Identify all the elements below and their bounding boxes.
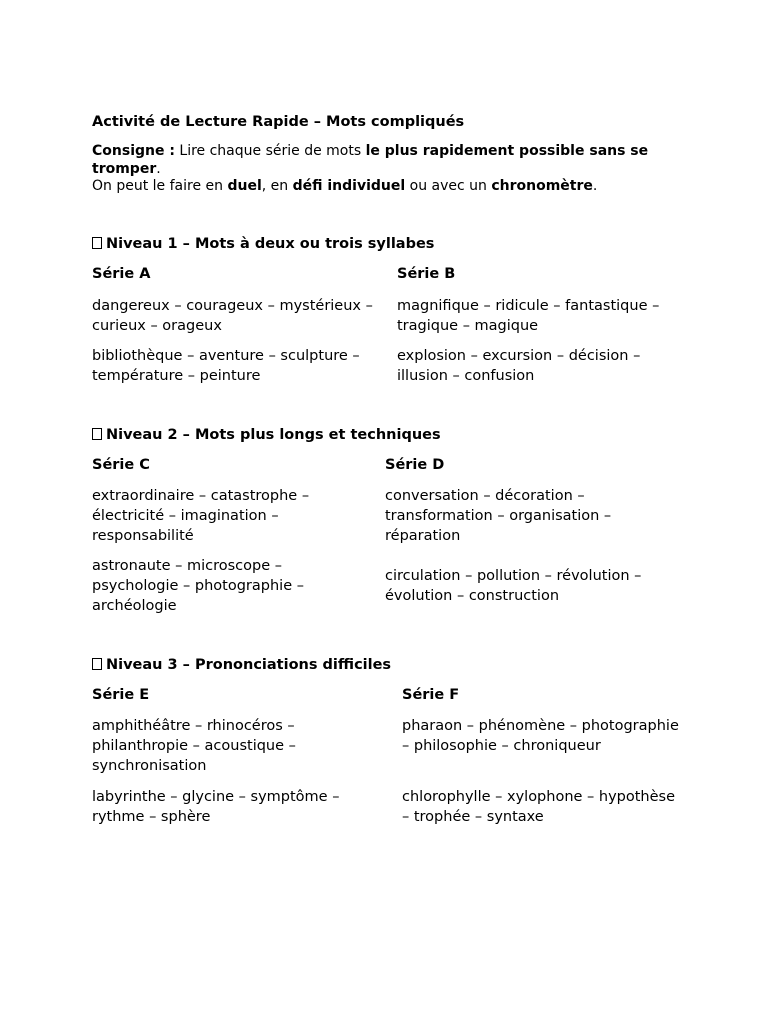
serie-b-row-1: magnifique – ridicule – fantastique – tragique – magique [397, 298, 660, 334]
mode-duel: duel [227, 178, 262, 194]
serie-f-row-1: pharaon – phénomène – photographie – philosophie – chroniqueur [402, 718, 679, 754]
missing-glyph-icon [92, 428, 102, 440]
serie-c-row-2: astronaute – microscope – psychologie – photographie – archéologie [92, 558, 304, 614]
serie-e-heading: Série E [92, 687, 150, 703]
serie-c-row-1: extraordinaire – catastrophe – électricité – imagination – responsabilité [92, 488, 310, 544]
serie-e-row-1: amphithéâtre – rhinocéros – philanthropie – acoustique – synchronisation [92, 718, 296, 774]
level-1-title-text: Niveau 1 – Mots à deux ou trois syllabes [106, 236, 435, 252]
serie-a-row-1: dangereux – courageux – mystérieux – curieux – orageux [92, 298, 373, 334]
instructions-emphasis: le plus rapidement possible sans se tromper [92, 143, 649, 177]
serie-f-heading: Série F [402, 687, 460, 703]
instructions-text: , en [261, 178, 293, 194]
mode-chronometre: chronomètre [491, 178, 593, 194]
serie-a-row-2: bibliothèque – aventure – sculpture – température – peinture [92, 348, 360, 384]
serie-d-row-2: circulation – pollution – révolution – évolution – construction [385, 568, 642, 604]
serie-f-row-2: chlorophylle – xylophone – hypothèse – trophée – syntaxe [402, 789, 676, 825]
level-1-title [92, 236, 434, 252]
serie-d-heading: Série D [385, 457, 445, 473]
consigne-label: Consigne : [92, 143, 175, 159]
instructions-text: ou avec un [405, 178, 492, 194]
serie-d-row-1: conversation – décoration – transformation – organisation – réparation [385, 488, 612, 544]
serie-a-heading: Série A [92, 266, 151, 282]
serie-c-heading: Série C [92, 457, 150, 473]
level-3-title-text: Niveau 3 – Prononciations difficiles [106, 657, 392, 673]
instructions-text: On peut le faire en [92, 178, 228, 194]
instructions-text: Lire chaque série de mots [174, 143, 366, 159]
instructions [92, 143, 692, 196]
document-title: Activité de Lecture Rapide – Mots compliqués [92, 114, 465, 130]
instructions-period: . [592, 178, 598, 194]
mode-defi-individuel: défi individuel [292, 178, 406, 194]
instructions-period: . [156, 160, 161, 177]
serie-b-row-2: explosion – excursion – décision – illusion – confusion [397, 348, 641, 384]
serie-e-row-2: labyrinthe – glycine – symptôme – rythme – sphère [92, 789, 340, 825]
level-3-title [92, 657, 391, 673]
missing-glyph-icon [92, 658, 102, 670]
serie-b-heading: Série B [397, 266, 456, 282]
missing-glyph-icon [92, 237, 102, 249]
level-2-title-text: Niveau 2 – Mots plus longs et techniques [106, 427, 441, 443]
level-2-title [92, 427, 441, 443]
